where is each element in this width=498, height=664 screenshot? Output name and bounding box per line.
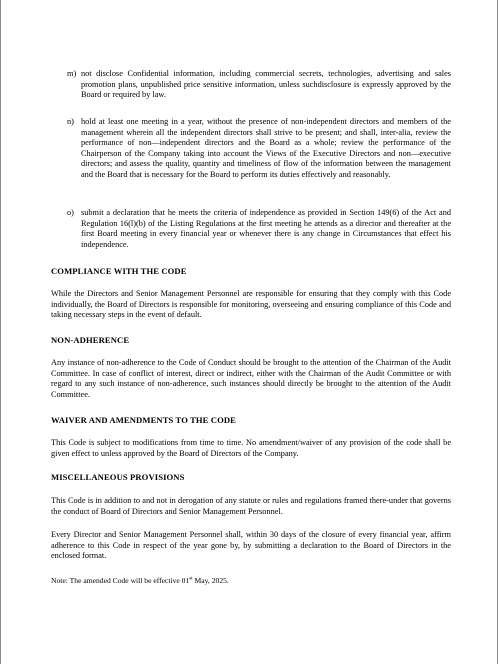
note-superscript: st xyxy=(189,576,193,582)
list-item-o xyxy=(67,208,451,250)
paragraph-miscellaneous-2: Every Director and Senior Management Personnel shall, within 30 days of the closure of every financial year, affirm adherence to this Code in respect of the year gone by, by submitting a declaration to the Board of Directors in the enclosed format. xyxy=(51,530,451,561)
paragraph-non-adherence: Any instance of non-adherence to the Code of Conduct should be brought to the attention of the Chairman of the Audit Committee. In case of conflict of interest, direct or indirect, either with the Chairman of the Audit Committee or with regard to any such instance of non-adherence, such instances should directly be brought to the attention of the Audit Committee. xyxy=(51,358,451,399)
list-marker: n) xyxy=(67,117,74,126)
paragraph-compliance: While the Directors and Senior Management Personnel are responsible for ensuring that they comply with this Code individually, the Board of Directors is responsible for monitoring, overseeing and ensuring compliance of this Code and taking necessary steps in the event of default. xyxy=(51,289,451,320)
section-heading-waiver: WAIVER AND AMENDMENTS TO THE CODE xyxy=(51,415,236,425)
note-text-end: May, 2025. xyxy=(192,576,229,585)
effective-date-note xyxy=(51,576,451,586)
list-item-n xyxy=(67,117,451,181)
list-item-text: submit a declaration that he meets the criteria of independence as provided in Section 149(6) of the Act and Regulation 16(l)(b) of the Listing Regulations at the first meeting he attends as a director and thereafter at the first Board meeting in every financial year or whenever there is any change in Circumstances that effect his independence. xyxy=(81,208,451,249)
section-heading-miscellaneous: MISCELLANEOUS PROVISIONS xyxy=(51,472,185,482)
section-heading-non-adherence: NON-ADHERENCE xyxy=(51,335,130,345)
section-heading-compliance: COMPLIANCE WITH THE CODE xyxy=(51,266,187,276)
list-item-text: not disclose Confidential information, including commercial secrets, technologies, advertising and sales promotion plans, unpublished price sensitive information, unless suchdisclosure is expressly approved by the Board or required by law. xyxy=(81,69,451,100)
note-text: Note: The amended Code will be effective 01 xyxy=(51,576,190,585)
list-marker: m) xyxy=(67,69,77,78)
list-marker: o) xyxy=(67,208,74,217)
list-item-m xyxy=(67,69,451,101)
list-item-text: hold at least one meeting in a year, without the presence of non-independent directors and members of the management wherein all the independent directors shall strive to be present; and shall, inter-alia, review the performance of non—independent directors and the Board as a whole; review the performance of the Chairperson of the Company taking into account the Views of the Executive Directors and non—executive directors; and assess the quality, quantity and timeliness of flow of the information between the management and the Board that is necessary for the Board to perform its duties effectively and reasonably. xyxy=(81,117,451,179)
paragraph-waiver: This Code is subject to modifications from time to time. No amendment/waiver of any provision of the code shall be given effect to unless approved by the Board of Directors of the Company. xyxy=(51,438,451,458)
paragraph-miscellaneous-1: This Code is in addition to and not in derogation of any statute or rules and regulations framed there-under that governs the conduct of Board of Directors and Senior Management Personnel. xyxy=(51,496,451,516)
